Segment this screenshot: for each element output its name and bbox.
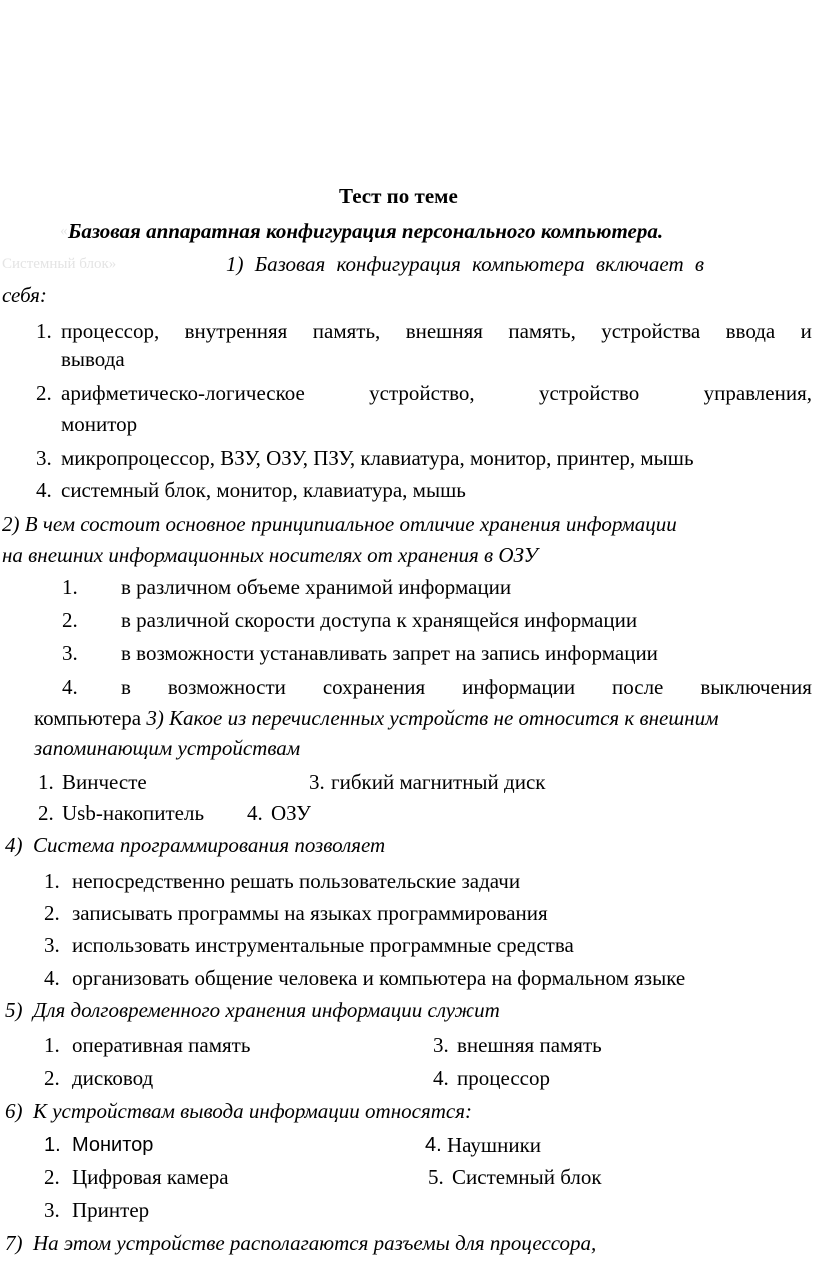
q3-question-line2: запоминающим устройствам bbox=[34, 736, 301, 760]
q5-option-2-text: дисковод bbox=[72, 1066, 154, 1090]
q3-option-2-text: Usb-накопитель bbox=[62, 801, 205, 825]
q2-option-2-text: в различной скорости доступа к хранящейся информации bbox=[121, 608, 638, 632]
q6-option-4-text: Наушники bbox=[447, 1133, 542, 1157]
q2-option-1-text: в различном объеме хранимой информации bbox=[121, 575, 512, 599]
q1-option-1-line2: вывода bbox=[61, 347, 125, 371]
q1-option-3-num: 3. bbox=[36, 446, 52, 470]
q1-option-1-num: 1. bbox=[36, 319, 52, 343]
word: и bbox=[800, 319, 812, 343]
q3-option-1-num: 1. bbox=[38, 770, 54, 794]
word: после bbox=[612, 675, 664, 699]
word: управления, bbox=[703, 381, 812, 405]
q6-option-1-num: 1. bbox=[44, 1134, 61, 1156]
q2-option-2-num: 2. bbox=[62, 608, 78, 632]
q5-option-4-num: 4. bbox=[433, 1066, 449, 1090]
q1-option-2-line2: монитор bbox=[61, 412, 138, 436]
q3-option-3-text: гибкий магнитный диск bbox=[331, 770, 546, 794]
word: память, bbox=[312, 319, 381, 343]
q1-option-2-num: 2. bbox=[36, 381, 52, 405]
word: внутренняя bbox=[184, 319, 288, 343]
q4-option-3-num: 3. bbox=[44, 933, 60, 957]
word: в bbox=[121, 675, 131, 699]
word: процессор, bbox=[61, 319, 160, 343]
word: устройства bbox=[601, 319, 701, 343]
q1-option-1-line1 bbox=[61, 321, 812, 342]
word: внешняя bbox=[405, 319, 483, 343]
q4-option-1-text: непосредственно решать пользовательские задачи bbox=[72, 869, 521, 893]
word: память, bbox=[508, 319, 576, 343]
q1-option-4-num: 4. bbox=[36, 478, 52, 502]
q2-option-4-end: компьютера bbox=[34, 706, 142, 730]
q5-question: 5) Для долговременного хранения информации служит bbox=[5, 998, 500, 1022]
q5-option-3-num: 3. bbox=[433, 1033, 449, 1057]
page-title: Тест по теме bbox=[339, 184, 458, 208]
q3-option-4-num: 4. bbox=[247, 801, 263, 825]
q1-option-4-text: системный блок, монитор, клавиатура, мышь bbox=[61, 478, 466, 502]
q2-option-1-num: 1. bbox=[62, 575, 78, 599]
q2-question-line1: 2) В чем состоит основное принципиальное отличие хранения информации bbox=[2, 512, 677, 536]
q4-option-3-text: использовать инструментальные программные средства bbox=[72, 933, 574, 957]
word: выключения bbox=[700, 675, 812, 699]
q2-option-3-text: в возможности устанавливать запрет на запись информации bbox=[121, 641, 658, 665]
q2-option-4-line1 bbox=[121, 677, 812, 698]
q7-question: 7) На этом устройстве располагаются разъемы для процессора, bbox=[5, 1231, 597, 1255]
word: ввода bbox=[725, 319, 776, 343]
q1-question-end: себя: bbox=[2, 283, 47, 307]
q5-option-4-text: процессор bbox=[457, 1066, 550, 1090]
q6-option-3-text: Принтер bbox=[72, 1198, 150, 1222]
word: возможности bbox=[167, 675, 286, 699]
q4-option-2-num: 2. bbox=[44, 901, 60, 925]
word: устройство bbox=[539, 381, 640, 405]
q5-option-1-num: 1. bbox=[44, 1033, 60, 1057]
word: информации bbox=[462, 675, 576, 699]
q6-option-4-num: 4. bbox=[425, 1134, 442, 1156]
q3-question-line1: 3) Какое из перечисленных устройств не относится к внешним bbox=[146, 706, 719, 730]
q2-question-line2: на внешних информационных носителях от хранения в ОЗУ bbox=[2, 543, 538, 567]
q4-option-4-num: 4. bbox=[44, 966, 60, 990]
q6-option-2-text: Цифровая камера bbox=[72, 1165, 229, 1189]
q5-option-1-text: оперативная память bbox=[72, 1033, 251, 1057]
q6-option-5-text: Системный блок bbox=[452, 1165, 602, 1189]
word: арифметическо-логическое bbox=[61, 381, 305, 405]
q2-option-4-num: 4. bbox=[62, 675, 78, 699]
word: сохранения bbox=[322, 675, 426, 699]
q6-option-5-num: 5. bbox=[428, 1165, 444, 1189]
q6-option-2-num: 2. bbox=[44, 1165, 60, 1189]
q2-option-3-num: 3. bbox=[62, 641, 78, 665]
q4-option-2-text: записывать программы на языках программирования bbox=[72, 901, 548, 925]
q1-option-3-text: микропроцессор, ВЗУ, ОЗУ, ПЗУ, клавиатура, монитор, принтер, мышь bbox=[61, 446, 694, 470]
faint-quote-mark: « bbox=[60, 223, 68, 239]
q4-option-1-num: 1. bbox=[44, 869, 60, 893]
q5-option-3-text: внешняя память bbox=[457, 1033, 602, 1057]
q3-option-3-num: 3. bbox=[309, 770, 325, 794]
faint-label: Системный блок» bbox=[2, 256, 117, 272]
q1-question-start: 1) Базовая конфигурация компьютера включает в bbox=[226, 252, 704, 276]
q1-option-2-line1 bbox=[61, 383, 812, 404]
q2-option-4-line2 bbox=[34, 708, 719, 729]
page-subtitle: Базовая аппаратная конфигурация персонального компьютера. bbox=[68, 219, 664, 243]
q6-question: 6) К устройствам вывода информации относятся: bbox=[5, 1099, 472, 1123]
q4-option-4-text: организовать общение человека и компьютера на формальном языке bbox=[72, 966, 686, 990]
q4-question: 4) Система программирования позволяет bbox=[5, 833, 386, 857]
q3-option-4-text: ОЗУ bbox=[271, 801, 312, 825]
q3-option-2-num: 2. bbox=[38, 801, 54, 825]
q3-option-1-text: Винчесте bbox=[62, 770, 147, 794]
q6-option-3-num: 3. bbox=[44, 1198, 60, 1222]
word: устройство, bbox=[369, 381, 475, 405]
q5-option-2-num: 2. bbox=[44, 1066, 60, 1090]
q6-option-1-text: Монитор bbox=[72, 1134, 154, 1156]
